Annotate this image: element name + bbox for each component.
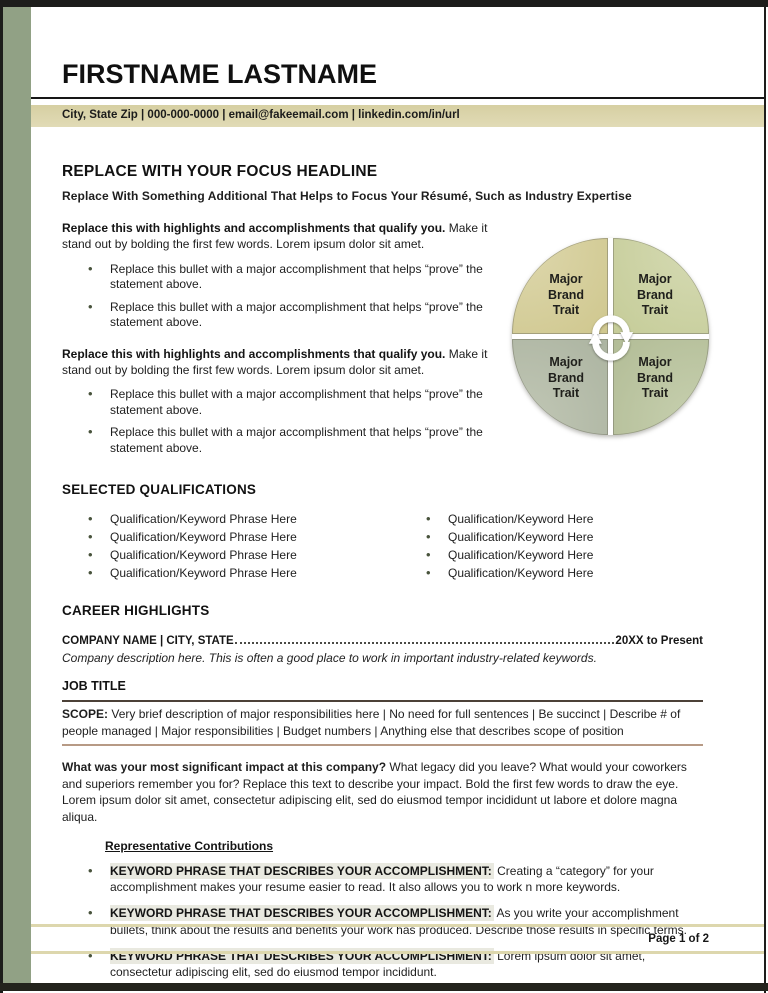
summary-rest: Make it stand out by bolding the first few words. Lorem ipsum dolor sit amet. (62, 221, 488, 251)
bullet-item: • Replace this bullet with a major accomplishment that helps “prove” the statement above. (88, 262, 512, 293)
page-content (31, 163, 764, 980)
page-number: Page 1 of 2 (648, 933, 709, 945)
contributions-list (62, 863, 703, 980)
scope-box (62, 700, 703, 745)
contribution-item: • KEYWORD PHRASE THAT DESCRIBES YOUR ACCOMPLISHMENT: Creating a “category” for your accomplishment makes your resume easier to read. It also allows you to work n more keywords. (88, 863, 703, 895)
summary-paragraph (62, 347, 512, 378)
company-row (62, 635, 703, 647)
qualification-item: • Qualification/Keyword Here (426, 566, 703, 580)
impact-rest: What legacy did you leave? What would your coworkers and superiors remember you for? Replace this text to describe your impact. Bold the first few words to draw the eye. Lorem ipsum dolor sit amet, consectetur adipiscing elit, sed do eiusmod tempor incididunt ut labore et dolore magna aliqua. (62, 759, 687, 825)
quadrant-top-right: Major Brand Trait (613, 238, 709, 334)
qualification-list (400, 512, 703, 580)
page-body (31, 7, 764, 983)
page-footer (31, 924, 764, 954)
brand-trait-circle (512, 238, 709, 435)
qualification-item: • Qualification/Keyword Phrase Here (88, 548, 400, 562)
qualifications-left-column (62, 503, 400, 584)
frame-top-bar (0, 0, 768, 7)
scope-text: Very brief description of major responsibilities here | No need for full sentences | Be succinct | Describe # of people managed | Major responsibilities | Budget numbers | Anything else that describes scope of position (62, 707, 681, 738)
impact-paragraph (62, 759, 703, 826)
summary-bullet-list (62, 262, 512, 331)
contribution-item: • KEYWORD PHRASE THAT DESCRIBES YOUR ACCOMPLISHMENT: As you write your accomplishment bullets, think about the results and benefits your work has produced. Describe those results in specific terms. (88, 905, 703, 937)
impact-lead: What was your most significant impact at this company? (62, 759, 387, 774)
bullet-item: • Replace this bullet with a major accomplishment that helps “prove” the statement above. (88, 425, 512, 456)
qualifications-right-column (400, 503, 703, 584)
frame-right-border (764, 0, 766, 993)
contribution-item: • KEYWORD PHRASE THAT DESCRIBES YOUR ACCOMPLISHMENT: Lorem ipsum dolor sit amet, consectetur adipiscing elit, sed do eiusmod tempor incididunt. (88, 948, 703, 980)
company-description: Company description here. This is often a good place to work in important industry-related keywords. (62, 651, 597, 666)
qualification-item: • Qualification/Keyword Phrase Here (88, 566, 400, 580)
qualification-item: • Qualification/Keyword Here (426, 512, 703, 526)
scope-label: SCOPE: (62, 707, 109, 722)
keyword-highlight: KEYWORD PHRASE THAT DESCRIBES YOUR ACCOMPLISHMENT: (110, 948, 492, 963)
qualification-item: • Qualification/Keyword Here (426, 530, 703, 544)
bullet-item: • Replace this bullet with a major accomplishment that helps “prove” the statement above. (88, 300, 512, 331)
quadrant-top-left: Major Brand Trait (512, 238, 608, 334)
employment-dates: 20XX to Present (615, 635, 703, 648)
keyword-highlight: KEYWORD PHRASE THAT DESCRIBES YOUR ACCOMPLISHMENT: (110, 906, 492, 921)
left-accent-strip (3, 7, 31, 983)
career-highlights-heading: CAREER HIGHLIGHTS (62, 603, 210, 619)
summary-column (62, 205, 512, 463)
qualification-item: • Qualification/Keyword Here (426, 548, 703, 562)
quadrant-bottom-right: Major Brand Trait (613, 339, 709, 435)
quadrant-bottom-left: Major Brand Trait (512, 339, 608, 435)
qualifications-heading: SELECTED QUALIFICATIONS (62, 482, 257, 498)
keyword-highlight: KEYWORD PHRASE THAT DESCRIBES YOUR ACCOMPLISHMENT: (110, 864, 492, 879)
qualification-item: • Qualification/Keyword Phrase Here (88, 530, 400, 544)
summary-lead: Replace this with highlights and accomplishments that qualify you. (62, 346, 446, 361)
job-title: JOB TITLE (62, 679, 126, 694)
contributions-heading: Representative Contributions (105, 839, 274, 854)
qualification-list (62, 512, 400, 580)
dotted-leader (235, 642, 615, 644)
qualification-item: • Qualification/Keyword Phrase Here (88, 512, 400, 526)
company-name: COMPANY NAME | CITY, STATE (62, 635, 234, 648)
focus-headline: REPLACE WITH YOUR FOCUS HEADLINE (62, 163, 378, 181)
page-title: FIRSTNAME LASTNAME (62, 59, 377, 89)
summary-paragraph (62, 221, 512, 252)
contact-bar: City, State Zip | 000-000-0000 | email@fakeemail.com | linkedin.com/in/url (31, 105, 764, 127)
bullet-item: • Replace this bullet with a major accomplishment that helps “prove” the statement above. (88, 387, 512, 418)
summary-and-diagram (62, 205, 703, 463)
qualifications-columns (62, 503, 703, 584)
summary-lead: Replace this with highlights and accomplishments that qualify you. (62, 221, 446, 236)
summary-rest: Make it stand out by bolding the first few words. Lorem ipsum dolor sit amet. (62, 346, 488, 377)
summary-bullet-list (62, 387, 512, 456)
frame-bottom-bar (0, 983, 768, 991)
focus-subheadline: Replace With Something Additional That Helps to Focus Your Résumé, Such as Industry Expertise (62, 189, 632, 204)
brand-trait-diagram (512, 205, 709, 463)
name-underline-rule (31, 97, 764, 99)
cycle-arrows-icon (582, 308, 640, 366)
